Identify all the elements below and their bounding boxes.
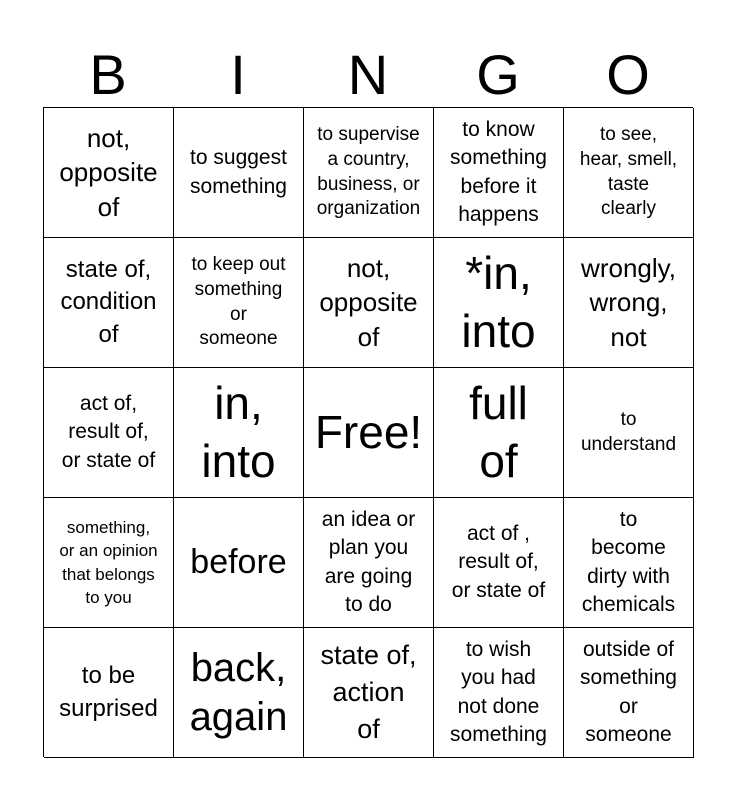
bingo-cell-free[interactable]: [304, 368, 434, 498]
bingo-cell-r4c1[interactable]: [44, 498, 174, 628]
cell-text: to know something before it happens: [450, 117, 547, 226]
cell-text: to become dirty with chemicals: [581, 507, 676, 616]
bingo-cell-r4c3[interactable]: [304, 498, 434, 628]
bingo-cell-r4c5[interactable]: [564, 498, 694, 628]
bingo-cell-r4c4[interactable]: [434, 498, 564, 628]
cell-text: to understand: [580, 408, 677, 455]
bingo-cell-r1c5[interactable]: [564, 108, 694, 238]
bingo-header: [43, 42, 693, 108]
cell-text: to suggest something: [190, 146, 287, 198]
bingo-cell-r1c2[interactable]: [174, 108, 304, 238]
bingo-cell-r5c2[interactable]: [174, 628, 304, 758]
cell-text: to be surprised: [59, 662, 158, 722]
header-letter-n: N: [347, 43, 389, 106]
bingo-cell-r4c2[interactable]: [174, 498, 304, 628]
cell-text: in, into: [201, 377, 276, 487]
bingo-cell-r1c4[interactable]: [434, 108, 564, 238]
bingo-cell-r3c1[interactable]: [44, 368, 174, 498]
bingo-cell-r5c5[interactable]: [564, 628, 694, 758]
cell-text: back, again: [189, 645, 288, 739]
bingo-cell-r2c2[interactable]: [174, 238, 304, 368]
bingo-cell-r5c4[interactable]: [434, 628, 564, 758]
header-letter-g: G: [476, 43, 520, 106]
bingo-cell-r2c4[interactable]: [434, 238, 564, 368]
bingo-cell-r5c1[interactable]: [44, 628, 174, 758]
cell-text: outside of something or someone: [580, 637, 677, 746]
cell-text: not, opposite of: [59, 123, 158, 222]
cell-text: act of , result of, or state of: [451, 521, 546, 602]
bingo-cell-r2c3[interactable]: [304, 238, 434, 368]
cell-text: to supervise a country, business, or organization: [316, 124, 421, 220]
cell-text: to see, hear, smell, taste clearly: [579, 124, 678, 220]
bingo-cell-r1c3[interactable]: [304, 108, 434, 238]
bingo-cell-r2c1[interactable]: [44, 238, 174, 368]
free-space-text: Free!: [314, 405, 423, 458]
cell-text: full of: [469, 377, 528, 487]
cell-text: act of, result of, or state of: [61, 391, 156, 472]
bingo-cell-r3c4[interactable]: [434, 368, 564, 498]
bingo-cell-r3c2[interactable]: [174, 368, 304, 498]
cell-text: not, opposite of: [319, 253, 418, 352]
cell-text: to wish you had not done something: [450, 637, 547, 746]
cell-text: *in, into: [461, 247, 536, 357]
cell-text: an idea or plan you are going to do: [321, 507, 416, 616]
header-letter-o: O: [606, 43, 650, 106]
cell-text: state of, action of: [320, 639, 417, 745]
cell-text: to keep out something or someone: [191, 254, 286, 350]
cell-text: something, or an opinion that belongs to you: [59, 517, 158, 607]
header-letter-i: I: [230, 43, 246, 106]
bingo-cell-r1c1[interactable]: [44, 108, 174, 238]
cell-text: before: [190, 542, 287, 581]
bingo-cell-r2c5[interactable]: [564, 238, 694, 368]
cell-text: wrongly, wrong, not: [581, 253, 676, 352]
header-letter-b: B: [89, 43, 127, 106]
cell-text: state of, condition of: [60, 255, 157, 348]
bingo-board: [43, 107, 693, 757]
bingo-cell-r5c3[interactable]: [304, 628, 434, 758]
bingo-cell-r3c5[interactable]: [564, 368, 694, 498]
